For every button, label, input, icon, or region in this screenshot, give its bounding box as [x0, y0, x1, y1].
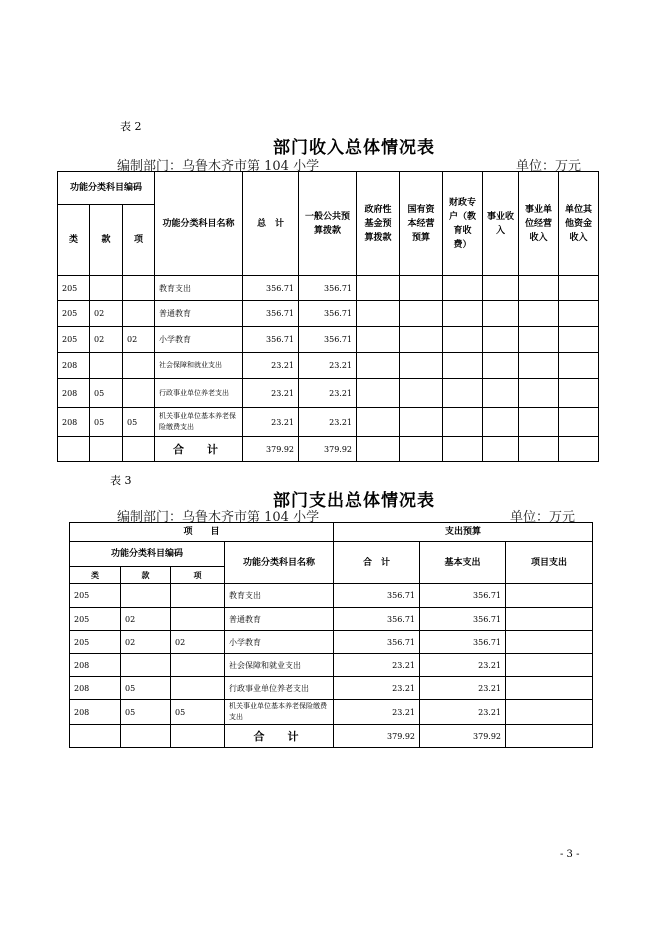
table-row: 208 社会保障和就业支出 23.21 23.21 [70, 654, 593, 677]
code-group-header: 功能分类科目编码 [58, 172, 155, 205]
table3-unit: 单位：万元 [510, 510, 576, 525]
table2-org: 编制部门：乌鲁木齐市第 104 小学 [117, 159, 320, 174]
xiang-header: 项 [171, 567, 225, 584]
table-row: 208 社会保障和就业支出 23.21 23.21 [58, 353, 599, 379]
page-number: - 3 - [560, 849, 580, 860]
table3-title: 部门支出总体情况表 [273, 491, 435, 511]
total-header: 总 计 [243, 172, 299, 276]
basic-header: 基本支出 [420, 542, 506, 584]
expenditure-table [69, 522, 593, 748]
table-row: 205 02 02 小学教育 356.71 356.71 [58, 327, 599, 353]
kuan-header: 款 [90, 205, 123, 276]
business-income-header: 事业收入 [483, 172, 519, 276]
unit-operation-header: 事业单位经营收入 [519, 172, 559, 276]
lei-header: 类 [58, 205, 90, 276]
other-income-header: 单位其他资金收入 [559, 172, 599, 276]
table3-label: 表 3 [110, 474, 132, 487]
table2-title: 部门收入总体情况表 [273, 138, 435, 158]
table-row: 208 05 05 机关事业单位基本养老保险缴费支出 23.21 23.21 [70, 700, 593, 725]
project-header: 项目支出 [506, 542, 593, 584]
total-row: 合 计 379.92 379.92 [58, 437, 599, 462]
kuan-header: 款 [121, 567, 171, 584]
edu-fee-header: 财政专户（教育收费） [443, 172, 483, 276]
table-row: 208 05 05 机关事业单位基本养老保险缴费支出 23.21 23.21 [58, 408, 599, 437]
code-group-header: 功能分类科目编码 [70, 542, 225, 567]
table-row: 205 教育支出 356.71 356.71 [70, 584, 593, 608]
table2-label: 表 2 [120, 120, 142, 133]
income-table [57, 171, 599, 462]
table-row: 205 02 02 小学教育 356.71 356.71 [70, 631, 593, 654]
table-row: 205 02 普通教育 356.71 356.71 [70, 608, 593, 631]
state-capital-header: 国有资本经营预算 [400, 172, 443, 276]
table-row: 205 02 普通教育 356.71 356.71 [58, 301, 599, 327]
table3-org: 编制部门：乌鲁木齐市第 104 小学 [117, 510, 320, 525]
fund-budget-header: 政府性基金预算拨款 [357, 172, 400, 276]
total-row: 合 计 379.92 379.92 [70, 725, 593, 748]
total-header: 合 计 [334, 542, 420, 584]
item-header: 项 目 [70, 523, 334, 542]
name-header: 功能分类科目名称 [155, 172, 243, 276]
table-row: 208 05 行政事业单位养老支出 23.21 23.21 [70, 677, 593, 700]
table-row: 208 05 行政事业单位养老支出 23.21 23.21 [58, 379, 599, 408]
general-budget-header: 一般公共预算拨款 [299, 172, 357, 276]
name-header: 功能分类科目名称 [225, 542, 334, 584]
lei-header: 类 [70, 567, 121, 584]
xiang-header: 项 [123, 205, 155, 276]
table2-unit: 单位：万元 [516, 159, 582, 174]
table-row: 205 教育支出 356.71 356.71 [58, 276, 599, 301]
budget-header: 支出预算 [334, 523, 593, 542]
